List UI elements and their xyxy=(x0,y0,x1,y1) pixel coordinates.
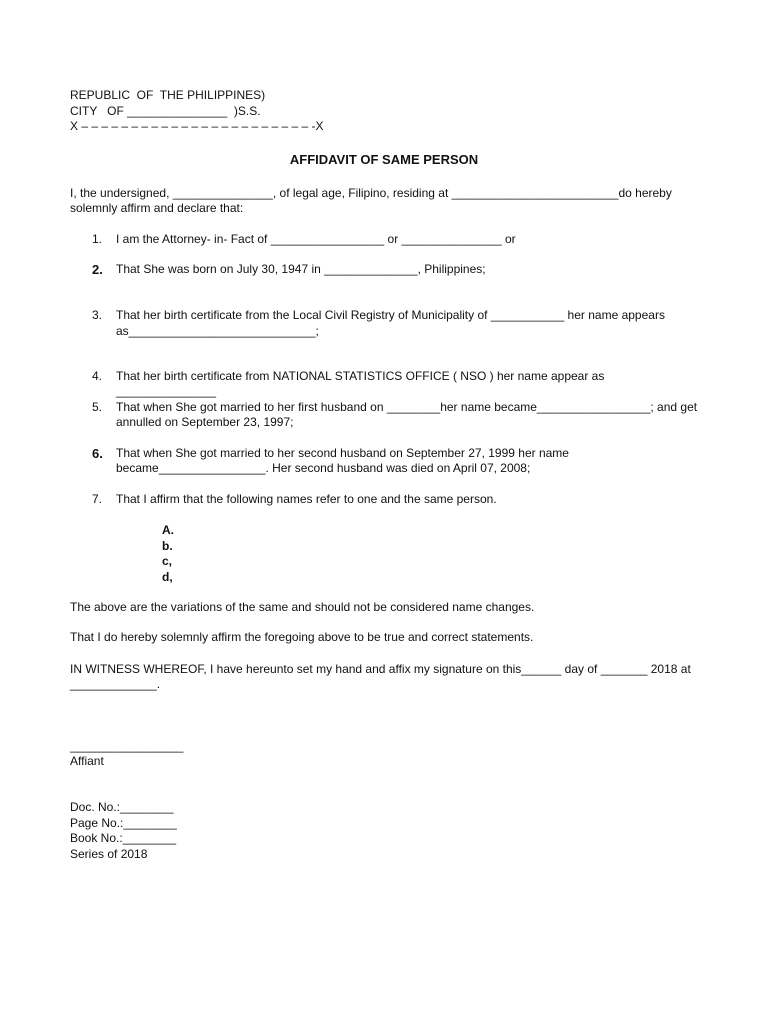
witness-line-2: _____________. xyxy=(70,677,161,691)
item-5-text-line-2: annulled on September 23, 1997; xyxy=(116,415,294,429)
item-5-text-line-1: That when She got married to her first husband on ________her name became_________________; and get xyxy=(116,400,698,414)
item-3-number: 3. xyxy=(92,308,103,322)
affiant-label: Affiant xyxy=(70,754,104,768)
sub-item-c: c, xyxy=(162,554,173,568)
variations-statement: The above are the variations of the same and should not be considered name changes. xyxy=(70,600,535,614)
item-3-text-line-1: That her birth certificate from the Local Civil Registry of Municipality of ___________ her name appears xyxy=(116,308,665,322)
intro-line-2: solemnly affirm and declare that: xyxy=(70,201,244,215)
intro-line-1: I, the undersigned, _______________, of legal age, Filipino, residing at _________________________do hereby xyxy=(70,186,672,200)
sub-item-a: A. xyxy=(162,523,174,537)
item-6-text-line-2: became________________. Her second husband was died on April 07, 2008; xyxy=(116,461,531,475)
item-1-text: I am the Attorney- in- Fact of _________________ or _______________ or xyxy=(116,232,516,246)
item-3-text-line-2: as____________________________; xyxy=(116,324,319,338)
item-6-number: 6. xyxy=(92,446,103,461)
item-4-text-line-2: _______________ xyxy=(116,384,217,398)
item-7-number: 7. xyxy=(92,492,103,506)
item-2-number: 2. xyxy=(92,262,103,277)
signature-line: _________________ xyxy=(70,739,184,753)
item-4-number: 4. xyxy=(92,369,103,383)
item-7-text: That I affirm that the following names refer to one and the same person. xyxy=(116,492,497,506)
item-2-text: That She was born on July 30, 1947 in ______________, Philippines; xyxy=(116,262,486,276)
header-x-line: X – – – – – – – – – – – – – – – – – – – – – – – -X xyxy=(70,119,324,133)
doc-no: Doc. No.:________ xyxy=(70,800,174,814)
header-republic: REPUBLIC OF THE PHILIPPINES) xyxy=(70,88,266,102)
series: Series of 2018 xyxy=(70,847,148,861)
item-6-text-line-1: That when She got married to her second husband on September 27, 1999 her name xyxy=(116,446,569,460)
item-5-number: 5. xyxy=(92,400,103,414)
item-1-number: 1. xyxy=(92,232,103,246)
sub-item-d: d, xyxy=(162,570,173,584)
affirm-statement: That I do hereby solemnly affirm the foregoing above to be true and correct statements. xyxy=(70,630,534,644)
page-no: Page No.:________ xyxy=(70,816,177,830)
witness-line-1: IN WITNESS WHEREOF, I have hereunto set my hand and affix my signature on this______ day of _______ 2018 at xyxy=(70,662,691,676)
item-4-text-line-1: That her birth certificate from NATIONAL STATISTICS OFFICE ( NSO ) her name appear as xyxy=(116,369,605,383)
header-city: CITY OF _______________ )S.S. xyxy=(70,104,261,118)
sub-item-b: b. xyxy=(162,539,173,553)
book-no: Book No.:________ xyxy=(70,831,177,845)
document-title: AFFIDAVIT OF SAME PERSON xyxy=(289,152,479,167)
